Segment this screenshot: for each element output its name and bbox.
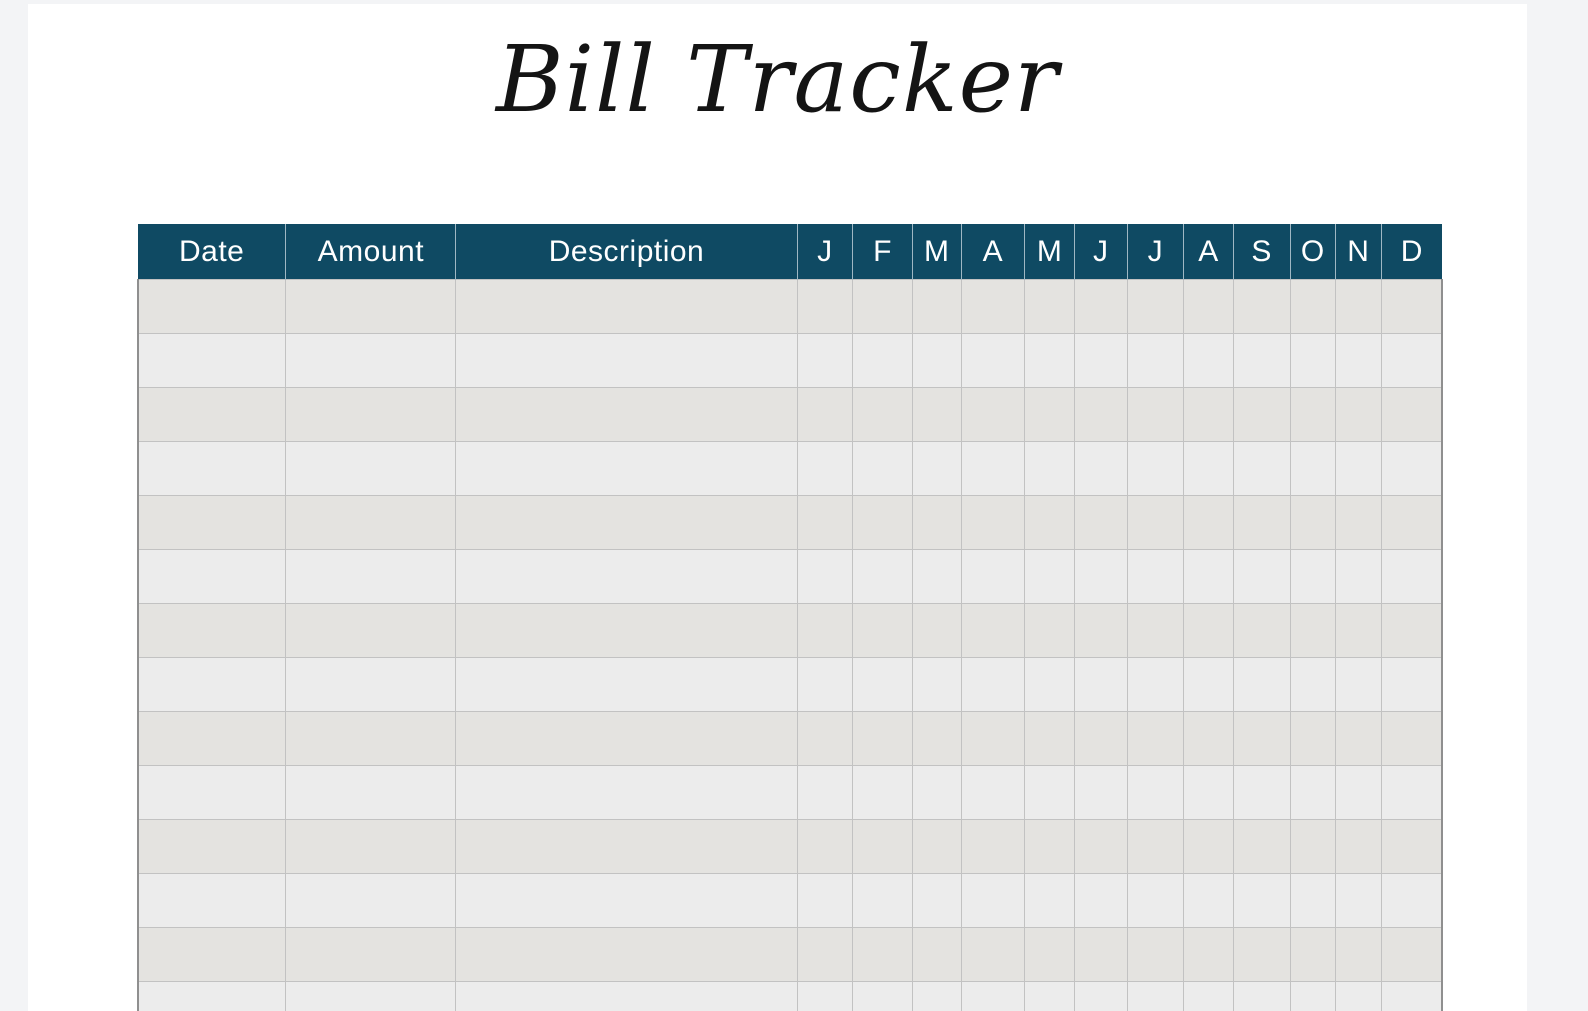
cell-aug[interactable] bbox=[1184, 442, 1234, 496]
cell-aug[interactable] bbox=[1184, 604, 1234, 658]
cell-amount[interactable] bbox=[286, 388, 456, 442]
cell-dec[interactable] bbox=[1381, 712, 1442, 766]
cell-oct[interactable] bbox=[1290, 280, 1336, 334]
cell-oct[interactable] bbox=[1290, 442, 1336, 496]
cell-amount[interactable] bbox=[286, 550, 456, 604]
cell-dec[interactable] bbox=[1381, 604, 1442, 658]
cell-nov[interactable] bbox=[1336, 928, 1382, 982]
cell-nov[interactable] bbox=[1336, 496, 1382, 550]
cell-amount[interactable] bbox=[286, 982, 456, 1011]
table-row bbox=[138, 712, 1442, 766]
cell-jun[interactable] bbox=[1074, 604, 1127, 658]
cell-oct[interactable] bbox=[1290, 604, 1336, 658]
cell-nov[interactable] bbox=[1336, 712, 1382, 766]
cell-mar[interactable] bbox=[912, 496, 961, 550]
cell-oct[interactable] bbox=[1290, 712, 1336, 766]
cell-may[interactable] bbox=[1025, 280, 1075, 334]
cell-amount[interactable] bbox=[286, 712, 456, 766]
table-row bbox=[138, 874, 1442, 928]
cell-mar[interactable] bbox=[912, 442, 961, 496]
column-header-may: M bbox=[1025, 224, 1075, 280]
cell-sep[interactable] bbox=[1233, 766, 1290, 820]
cell-sep[interactable] bbox=[1233, 820, 1290, 874]
cell-may[interactable] bbox=[1025, 766, 1075, 820]
cell-jan[interactable] bbox=[797, 874, 853, 928]
cell-jan[interactable] bbox=[797, 280, 853, 334]
cell-mar[interactable] bbox=[912, 982, 961, 1011]
cell-apr[interactable] bbox=[961, 820, 1025, 874]
cell-may[interactable] bbox=[1025, 496, 1075, 550]
cell-feb[interactable] bbox=[853, 388, 913, 442]
column-header-dec: D bbox=[1381, 224, 1442, 280]
cell-description[interactable] bbox=[456, 766, 797, 820]
cell-feb[interactable] bbox=[853, 280, 913, 334]
cell-apr[interactable] bbox=[961, 442, 1025, 496]
cell-oct[interactable] bbox=[1290, 658, 1336, 712]
cell-apr[interactable] bbox=[961, 874, 1025, 928]
cell-sep[interactable] bbox=[1233, 442, 1290, 496]
cell-apr[interactable] bbox=[961, 766, 1025, 820]
cell-sep[interactable] bbox=[1233, 928, 1290, 982]
cell-dec[interactable] bbox=[1381, 550, 1442, 604]
table-row bbox=[138, 280, 1442, 334]
cell-feb[interactable] bbox=[853, 496, 913, 550]
cell-jan[interactable] bbox=[797, 820, 853, 874]
column-header-aug: A bbox=[1184, 224, 1234, 280]
column-header-amount: Amount bbox=[286, 224, 456, 280]
cell-amount[interactable] bbox=[286, 874, 456, 928]
cell-may[interactable] bbox=[1025, 388, 1075, 442]
cell-oct[interactable] bbox=[1290, 874, 1336, 928]
cell-date[interactable] bbox=[138, 820, 286, 874]
cell-jul[interactable] bbox=[1127, 874, 1184, 928]
cell-amount[interactable] bbox=[286, 928, 456, 982]
cell-description[interactable] bbox=[456, 496, 797, 550]
cell-dec[interactable] bbox=[1381, 928, 1442, 982]
cell-apr[interactable] bbox=[961, 604, 1025, 658]
cell-date[interactable] bbox=[138, 442, 286, 496]
cell-may[interactable] bbox=[1025, 604, 1075, 658]
column-header-jun: J bbox=[1074, 224, 1127, 280]
cell-nov[interactable] bbox=[1336, 874, 1382, 928]
cell-dec[interactable] bbox=[1381, 982, 1442, 1011]
cell-date[interactable] bbox=[138, 658, 286, 712]
cell-description[interactable] bbox=[456, 550, 797, 604]
cell-nov[interactable] bbox=[1336, 388, 1382, 442]
cell-feb[interactable] bbox=[853, 550, 913, 604]
cell-may[interactable] bbox=[1025, 334, 1075, 388]
cell-sep[interactable] bbox=[1233, 712, 1290, 766]
cell-description[interactable] bbox=[456, 712, 797, 766]
cell-jan[interactable] bbox=[797, 442, 853, 496]
cell-date[interactable] bbox=[138, 604, 286, 658]
cell-jun[interactable] bbox=[1074, 550, 1127, 604]
table-row bbox=[138, 928, 1442, 982]
cell-mar[interactable] bbox=[912, 550, 961, 604]
cell-description[interactable] bbox=[456, 388, 797, 442]
cell-amount[interactable] bbox=[286, 334, 456, 388]
table-row bbox=[138, 658, 1442, 712]
cell-oct[interactable] bbox=[1290, 982, 1336, 1011]
column-header-oct: O bbox=[1290, 224, 1336, 280]
cell-sep[interactable] bbox=[1233, 388, 1290, 442]
cell-jun[interactable] bbox=[1074, 496, 1127, 550]
cell-apr[interactable] bbox=[961, 496, 1025, 550]
cell-aug[interactable] bbox=[1184, 874, 1234, 928]
cell-jan[interactable] bbox=[797, 658, 853, 712]
cell-jun[interactable] bbox=[1074, 442, 1127, 496]
cell-feb[interactable] bbox=[853, 982, 913, 1011]
cell-jul[interactable] bbox=[1127, 820, 1184, 874]
cell-jun[interactable] bbox=[1074, 712, 1127, 766]
cell-mar[interactable] bbox=[912, 280, 961, 334]
cell-amount[interactable] bbox=[286, 820, 456, 874]
cell-dec[interactable] bbox=[1381, 280, 1442, 334]
cell-nov[interactable] bbox=[1336, 604, 1382, 658]
cell-feb[interactable] bbox=[853, 874, 913, 928]
cell-description[interactable] bbox=[456, 604, 797, 658]
cell-mar[interactable] bbox=[912, 766, 961, 820]
cell-description[interactable] bbox=[456, 820, 797, 874]
table-row bbox=[138, 496, 1442, 550]
cell-jan[interactable] bbox=[797, 766, 853, 820]
table-row bbox=[138, 388, 1442, 442]
cell-oct[interactable] bbox=[1290, 388, 1336, 442]
cell-description[interactable] bbox=[456, 658, 797, 712]
cell-mar[interactable] bbox=[912, 658, 961, 712]
column-header-nov: N bbox=[1336, 224, 1382, 280]
cell-feb[interactable] bbox=[853, 712, 913, 766]
cell-aug[interactable] bbox=[1184, 496, 1234, 550]
cell-sep[interactable] bbox=[1233, 550, 1290, 604]
cell-date[interactable] bbox=[138, 496, 286, 550]
cell-aug[interactable] bbox=[1184, 820, 1234, 874]
cell-dec[interactable] bbox=[1381, 874, 1442, 928]
cell-jul[interactable] bbox=[1127, 928, 1184, 982]
cell-date[interactable] bbox=[138, 712, 286, 766]
cell-description[interactable] bbox=[456, 334, 797, 388]
cell-mar[interactable] bbox=[912, 928, 961, 982]
cell-aug[interactable] bbox=[1184, 928, 1234, 982]
cell-aug[interactable] bbox=[1184, 766, 1234, 820]
column-header-description: Description bbox=[456, 224, 797, 280]
cell-mar[interactable] bbox=[912, 874, 961, 928]
cell-apr[interactable] bbox=[961, 334, 1025, 388]
cell-jul[interactable] bbox=[1127, 604, 1184, 658]
cell-feb[interactable] bbox=[853, 766, 913, 820]
cell-mar[interactable] bbox=[912, 712, 961, 766]
cell-may[interactable] bbox=[1025, 928, 1075, 982]
cell-dec[interactable] bbox=[1381, 496, 1442, 550]
cell-feb[interactable] bbox=[853, 820, 913, 874]
cell-aug[interactable] bbox=[1184, 712, 1234, 766]
cell-jan[interactable] bbox=[797, 496, 853, 550]
cell-feb[interactable] bbox=[853, 334, 913, 388]
cell-jul[interactable] bbox=[1127, 766, 1184, 820]
cell-may[interactable] bbox=[1025, 874, 1075, 928]
cell-jan[interactable] bbox=[797, 712, 853, 766]
cell-amount[interactable] bbox=[286, 658, 456, 712]
cell-oct[interactable] bbox=[1290, 766, 1336, 820]
cell-feb[interactable] bbox=[853, 658, 913, 712]
cell-apr[interactable] bbox=[961, 982, 1025, 1011]
cell-mar[interactable] bbox=[912, 820, 961, 874]
column-header-mar: M bbox=[912, 224, 961, 280]
cell-dec[interactable] bbox=[1381, 442, 1442, 496]
cell-jul[interactable] bbox=[1127, 442, 1184, 496]
cell-dec[interactable] bbox=[1381, 820, 1442, 874]
cell-jun[interactable] bbox=[1074, 766, 1127, 820]
cell-apr[interactable] bbox=[961, 928, 1025, 982]
cell-apr[interactable] bbox=[961, 658, 1025, 712]
cell-oct[interactable] bbox=[1290, 496, 1336, 550]
cell-jun[interactable] bbox=[1074, 334, 1127, 388]
cell-apr[interactable] bbox=[961, 280, 1025, 334]
cell-jul[interactable] bbox=[1127, 712, 1184, 766]
cell-feb[interactable] bbox=[853, 442, 913, 496]
cell-apr[interactable] bbox=[961, 550, 1025, 604]
table-row bbox=[138, 334, 1442, 388]
cell-aug[interactable] bbox=[1184, 280, 1234, 334]
cell-jan[interactable] bbox=[797, 604, 853, 658]
cell-sep[interactable] bbox=[1233, 496, 1290, 550]
cell-aug[interactable] bbox=[1184, 658, 1234, 712]
cell-jul[interactable] bbox=[1127, 334, 1184, 388]
cell-description[interactable] bbox=[456, 982, 797, 1011]
cell-jul[interactable] bbox=[1127, 658, 1184, 712]
cell-mar[interactable] bbox=[912, 388, 961, 442]
cell-amount[interactable] bbox=[286, 766, 456, 820]
cell-jun[interactable] bbox=[1074, 388, 1127, 442]
cell-oct[interactable] bbox=[1290, 928, 1336, 982]
cell-may[interactable] bbox=[1025, 982, 1075, 1011]
cell-jul[interactable] bbox=[1127, 550, 1184, 604]
cell-mar[interactable] bbox=[912, 604, 961, 658]
cell-feb[interactable] bbox=[853, 604, 913, 658]
table-header-row bbox=[138, 224, 1442, 280]
cell-may[interactable] bbox=[1025, 820, 1075, 874]
cell-date[interactable] bbox=[138, 928, 286, 982]
cell-aug[interactable] bbox=[1184, 334, 1234, 388]
cell-apr[interactable] bbox=[961, 712, 1025, 766]
cell-nov[interactable] bbox=[1336, 280, 1382, 334]
column-header-jan: J bbox=[797, 224, 853, 280]
cell-nov[interactable] bbox=[1336, 442, 1382, 496]
cell-dec[interactable] bbox=[1381, 388, 1442, 442]
cell-sep[interactable] bbox=[1233, 334, 1290, 388]
table-row bbox=[138, 550, 1442, 604]
cell-jun[interactable] bbox=[1074, 658, 1127, 712]
cell-jul[interactable] bbox=[1127, 982, 1184, 1011]
cell-description[interactable] bbox=[456, 874, 797, 928]
column-header-apr: A bbox=[961, 224, 1025, 280]
cell-nov[interactable] bbox=[1336, 658, 1382, 712]
cell-dec[interactable] bbox=[1381, 658, 1442, 712]
cell-aug[interactable] bbox=[1184, 982, 1234, 1011]
cell-amount[interactable] bbox=[286, 442, 456, 496]
cell-sep[interactable] bbox=[1233, 874, 1290, 928]
cell-dec[interactable] bbox=[1381, 766, 1442, 820]
cell-jul[interactable] bbox=[1127, 496, 1184, 550]
column-header-date: Date bbox=[138, 224, 286, 280]
table-row bbox=[138, 604, 1442, 658]
cell-sep[interactable] bbox=[1233, 658, 1290, 712]
cell-jan[interactable] bbox=[797, 388, 853, 442]
cell-jan[interactable] bbox=[797, 550, 853, 604]
cell-aug[interactable] bbox=[1184, 388, 1234, 442]
cell-nov[interactable] bbox=[1336, 550, 1382, 604]
cell-amount[interactable] bbox=[286, 496, 456, 550]
cell-date[interactable] bbox=[138, 388, 286, 442]
cell-oct[interactable] bbox=[1290, 550, 1336, 604]
page-title: Bill Tracker bbox=[495, 26, 1059, 133]
cell-sep[interactable] bbox=[1233, 982, 1290, 1011]
cell-nov[interactable] bbox=[1336, 766, 1382, 820]
cell-nov[interactable] bbox=[1336, 334, 1382, 388]
cell-jan[interactable] bbox=[797, 982, 853, 1011]
cell-sep[interactable] bbox=[1233, 280, 1290, 334]
table-body bbox=[138, 280, 1442, 1011]
bill-tracker-table bbox=[137, 224, 1443, 1011]
cell-aug[interactable] bbox=[1184, 550, 1234, 604]
table-row bbox=[138, 820, 1442, 874]
table-row bbox=[138, 982, 1442, 1011]
cell-description[interactable] bbox=[456, 280, 797, 334]
cell-jul[interactable] bbox=[1127, 388, 1184, 442]
column-header-jul: J bbox=[1127, 224, 1184, 280]
table-row bbox=[138, 766, 1442, 820]
table-row bbox=[138, 442, 1442, 496]
column-header-sep: S bbox=[1233, 224, 1290, 280]
cell-jan[interactable] bbox=[797, 334, 853, 388]
cell-nov[interactable] bbox=[1336, 982, 1382, 1011]
cell-amount[interactable] bbox=[286, 604, 456, 658]
cell-description[interactable] bbox=[456, 442, 797, 496]
cell-may[interactable] bbox=[1025, 712, 1075, 766]
cell-sep[interactable] bbox=[1233, 604, 1290, 658]
cell-may[interactable] bbox=[1025, 442, 1075, 496]
cell-jun[interactable] bbox=[1074, 280, 1127, 334]
cell-nov[interactable] bbox=[1336, 820, 1382, 874]
cell-oct[interactable] bbox=[1290, 334, 1336, 388]
cell-may[interactable] bbox=[1025, 550, 1075, 604]
cell-date[interactable] bbox=[138, 766, 286, 820]
cell-jan[interactable] bbox=[797, 928, 853, 982]
cell-dec[interactable] bbox=[1381, 334, 1442, 388]
cell-jul[interactable] bbox=[1127, 280, 1184, 334]
cell-jun[interactable] bbox=[1074, 820, 1127, 874]
cell-amount[interactable] bbox=[286, 280, 456, 334]
cell-feb[interactable] bbox=[853, 928, 913, 982]
cell-apr[interactable] bbox=[961, 388, 1025, 442]
bill-tracker-sheet bbox=[28, 4, 1527, 1011]
cell-date[interactable] bbox=[138, 874, 286, 928]
column-header-feb: F bbox=[853, 224, 913, 280]
cell-date[interactable] bbox=[138, 982, 286, 1011]
cell-mar[interactable] bbox=[912, 334, 961, 388]
cell-date[interactable] bbox=[138, 280, 286, 334]
cell-date[interactable] bbox=[138, 550, 286, 604]
cell-may[interactable] bbox=[1025, 658, 1075, 712]
cell-jun[interactable] bbox=[1074, 928, 1127, 982]
cell-description[interactable] bbox=[456, 928, 797, 982]
cell-date[interactable] bbox=[138, 334, 286, 388]
cell-jun[interactable] bbox=[1074, 982, 1127, 1011]
cell-oct[interactable] bbox=[1290, 820, 1336, 874]
cell-jun[interactable] bbox=[1074, 874, 1127, 928]
